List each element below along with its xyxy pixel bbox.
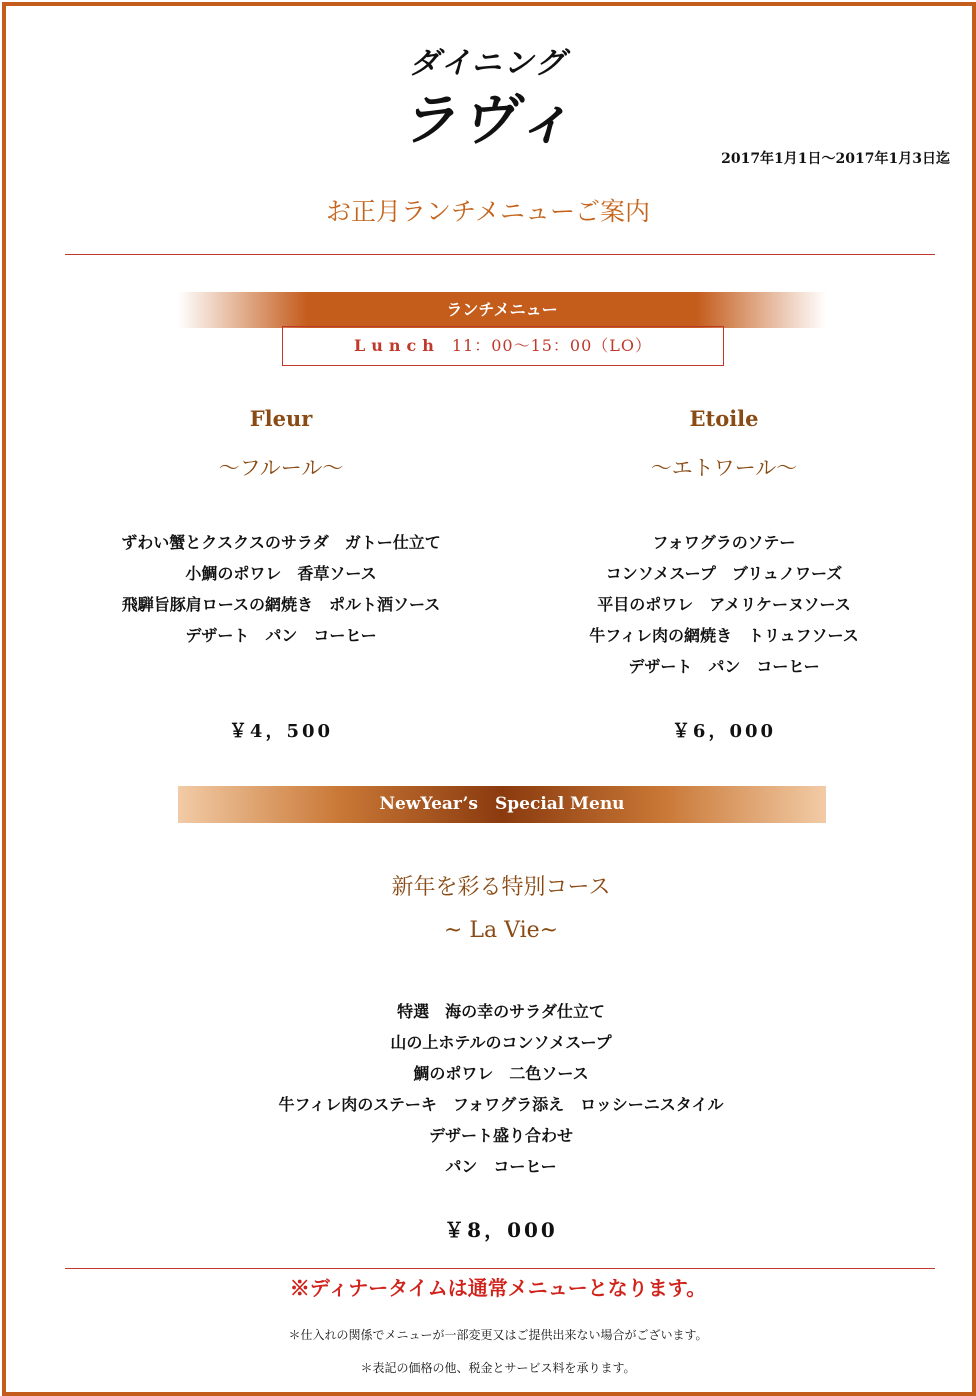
logo-line2: ラヴィ: [399, 88, 577, 153]
footer-divider: [65, 1268, 935, 1269]
dish-item: デザート パン コーヒー: [185, 626, 377, 645]
dish-item: 牛フィレ肉のステーキ フォワグラ添え ロッシーニスタイル: [278, 1095, 724, 1114]
special-course-title: 新年を彩る特別コース: [391, 875, 611, 900]
footnote: ＊仕入れの関係でメニューが一部変更又はご提供出来ない場合がございます。: [288, 1328, 708, 1342]
valid-period: 2017年1月1日～2017年1月3日迄: [721, 151, 950, 167]
course-dishes-etoile: [504, 527, 944, 682]
dish-item: 平目のポワレ アメリケーヌソース: [597, 595, 851, 614]
page-title: お正月ランチメニューご案内: [325, 197, 650, 226]
dish-item: 山の上ホテルのコンソメスープ: [390, 1033, 612, 1052]
dish-item: コンソメスープ ブリュノワーズ: [605, 564, 843, 583]
title-divider: [65, 254, 935, 255]
course-dishes-fleur: [61, 527, 501, 651]
dish-item: 鯛のポワレ 二色ソース: [413, 1064, 589, 1083]
dish-item: 特選 海の幸のサラダ仕立て: [397, 1002, 605, 1021]
lunch-menu-band: ランチメニュー: [178, 292, 826, 328]
course-subtitle-fleur: ～フルール～: [218, 456, 344, 480]
special-course-price: ￥8，000: [444, 1218, 558, 1242]
course-name-etoile: Etoile: [689, 406, 759, 431]
dish-item: デザート盛り合わせ: [428, 1126, 573, 1145]
dish-item: デザート パン コーヒー: [628, 657, 820, 676]
lunch-hours-label: Lunch: [353, 336, 440, 355]
dish-item: ずわい蟹とクスクスのサラダ ガトー仕立て: [121, 533, 441, 552]
dish-item: 小鯛のポワレ 香草ソース: [185, 564, 377, 583]
special-course-subtitle: ~ La Vie~: [443, 918, 559, 943]
dish-item: フォワグラのソテー: [652, 533, 796, 552]
course-price-etoile: ￥6，000: [671, 721, 777, 742]
dinner-notice: ※ディナータイムは通常メニューとなります。: [289, 1276, 707, 1300]
course-price-fleur: ￥4，500: [228, 721, 334, 742]
special-course-dishes: [0, 996, 976, 1182]
dish-item: 飛騨旨豚肩ロースの網焼き ポルト酒ソース: [121, 595, 441, 614]
footnote: ＊表記の価格の他、税金とサービス料を承ります。: [360, 1361, 636, 1375]
logo-line1: ダイニング: [409, 46, 567, 81]
special-menu-band: NewYear’s Special Menu: [178, 786, 826, 823]
dish-item: 牛フィレ肉の網焼き トリュフソース: [589, 626, 859, 645]
lunch-hours-box: [282, 326, 724, 366]
lunch-hours-time: 11：00～15：00（LO）: [451, 336, 653, 355]
course-subtitle-etoile: ～エトワール～: [650, 456, 798, 480]
dish-item: パン コーヒー: [445, 1157, 557, 1176]
course-name-fleur: Fleur: [249, 406, 313, 431]
